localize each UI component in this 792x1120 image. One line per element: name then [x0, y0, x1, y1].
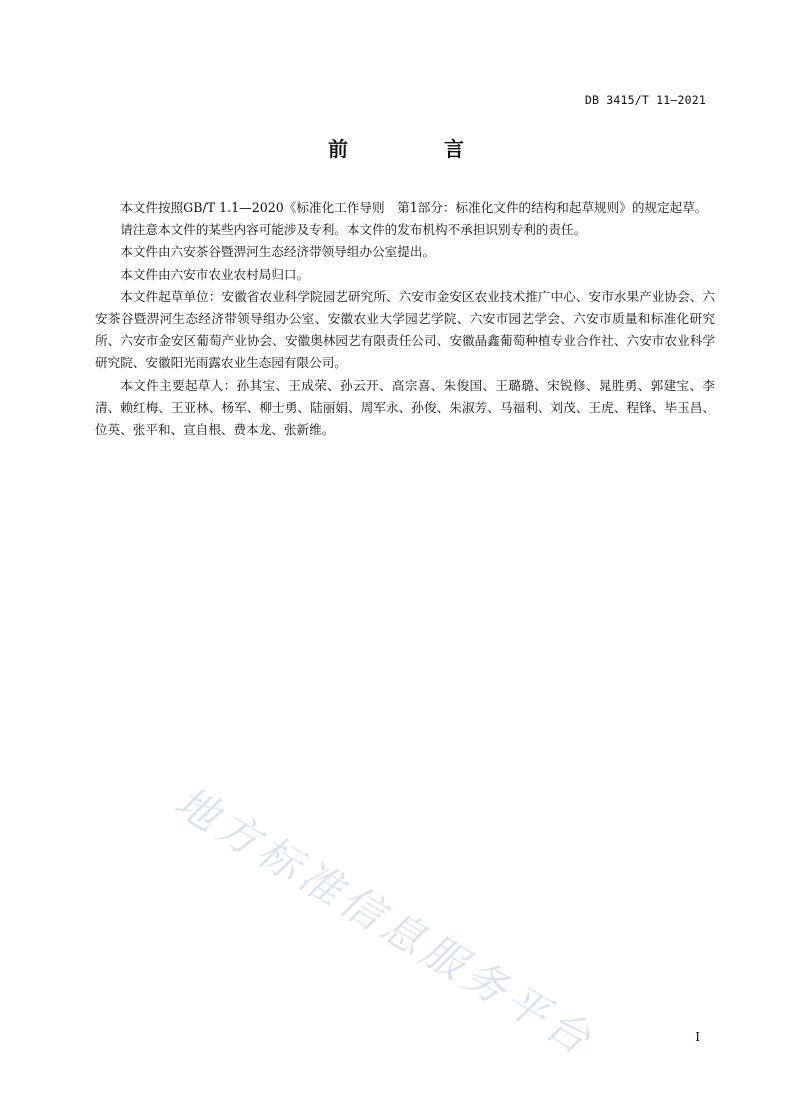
paragraph-proposer: 本文件由六安茶谷暨淠河生态经济带领导组办公室提出。 — [120, 244, 436, 260]
document-code: DB 3415/T 11—2021 — [584, 93, 706, 107]
watermark: 地方标准信息服务平台 — [166, 776, 604, 1067]
paragraph-administrator: 本文件由六安市农业农村局归口。 — [120, 266, 310, 282]
document-body — [95, 197, 715, 441]
page-title: 前 言 — [328, 137, 502, 161]
page-number: I — [695, 1030, 700, 1044]
paragraph-patent-notice: 请注意本文件的某些内容可能涉及专利。本文件的发布机构不承担识别专利的责任。 — [120, 222, 587, 238]
paragraph-drafting-rules: 本文件按照GB/T 1.1—2020《标准化工作导则 第1部分：标准化文件的结构和起草规则》的规定起草。 — [120, 200, 708, 215]
paragraph-drafters: 本文件主要起草人：孙其宝、王成荣、孙云开、高宗喜、朱俊国、王璐璐、宋锐修、晁胜勇、郭建宝、李清、赖红梅、王亚林、杨军、柳士勇、陆丽娟、周军永、孙俊、朱淑芳、马福利、刘茂、王虎、程锋、毕玉昌、位英、张平和、宣自根、费本龙、张新维。 — [95, 377, 715, 438]
paragraph-drafting-units: 本文件起草单位：安徽省农业科学院园艺研究所、六安市金安区农业技术推广中心、安市水果产业协会、六安茶谷暨淠河生态经济带领导组办公室、安徽农业大学园艺学院、六安市园艺学会、六安市质量和标准化研究所、六安市金安区葡萄产业协会、安徽奥林园艺有限责任公司、安徽晶鑫葡萄种植专业合作社、六安市农业科学研究院、安徽阳光雨露农业生态园有限公司。 — [95, 288, 715, 371]
